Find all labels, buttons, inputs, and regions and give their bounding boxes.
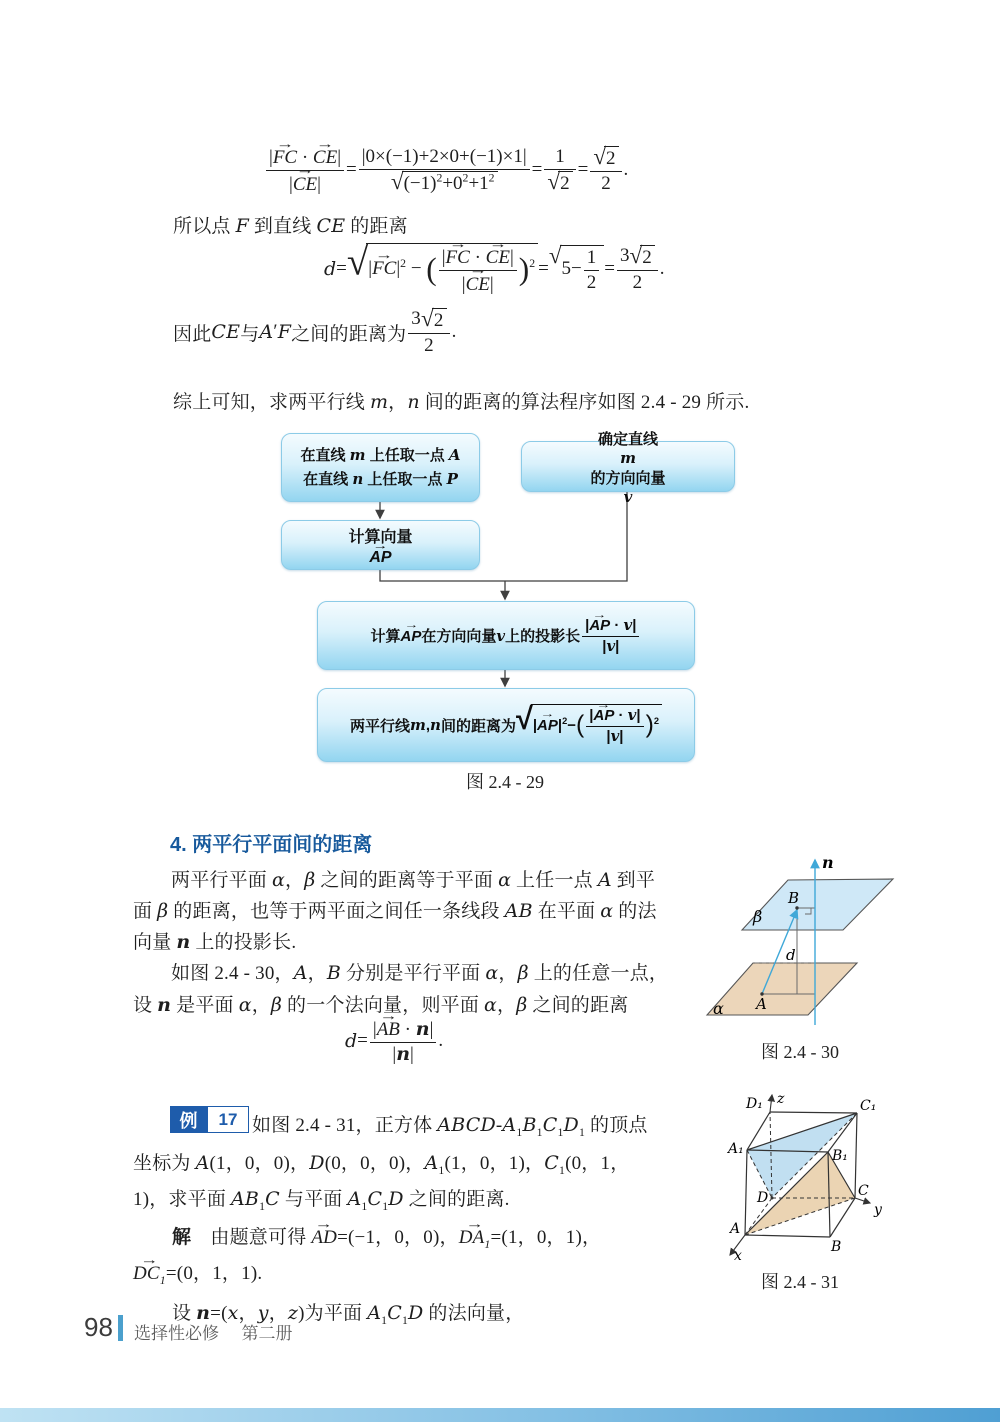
label-D: D bbox=[757, 1190, 769, 1206]
text-line-zongshang: 综上可知，求两平行线 m，n 间的距离的算法程序如图 2.4 - 29 所示. bbox=[173, 391, 750, 413]
page-bottom-strip bbox=[0, 1408, 1000, 1422]
example-badge-number: 17 bbox=[207, 1106, 249, 1133]
label-y: y bbox=[874, 1202, 882, 1218]
example-line3: 1)，求平面 $AB_1C$ 与平面 $A_1C_1D$ 之间的距离. bbox=[133, 1188, 510, 1213]
example-line6: 设 n=(x，y，z)为平面 $A_1C_1D$ 的法向量， bbox=[172, 1302, 525, 1327]
label-B: B bbox=[831, 1239, 842, 1255]
example-line5: $DC_1 \to=(0$，1，1). bbox=[133, 1258, 262, 1285]
plane-beta bbox=[742, 879, 893, 930]
flowchart-box-result-distance: 两平行线 m , n 间的距离为 √ $|AP \to|^2-$( $\frac{|AP \to \cdot v|}{|v|}$ )$^2$ bbox=[317, 688, 695, 762]
figure-parallel-planes bbox=[695, 848, 905, 1030]
footer-volume: 第二册 bbox=[241, 1324, 293, 1343]
text-line-suoyi: 所以点 F 到直线 CE 的距离 bbox=[173, 215, 408, 237]
footer-book-title bbox=[134, 1319, 293, 1344]
formula-fc-ce: $\frac{|FC \to \cdot CE \to|}{|CE \to|}$ = |0×(−1)+2×0+(−1)×1| √ $(-1)^2+0^2+1^2$ = 1 √ 2 = √ 2 2 . bbox=[264, 136, 628, 204]
label-B: B bbox=[788, 889, 800, 907]
figure-caption-2-4-29: 图 2.4 - 29 bbox=[466, 772, 544, 792]
para1-line1: 两平行平面 α，β 之间的距离等于平面 α 上任一点 A 到平 bbox=[171, 869, 656, 891]
label-C1: C₁ bbox=[860, 1098, 877, 1114]
label-alpha: α bbox=[713, 999, 724, 1018]
label-C: C bbox=[858, 1183, 869, 1199]
footer-book: 选择性必修 bbox=[134, 1324, 219, 1343]
para1-line3: 向量 n 上的投影长. bbox=[133, 931, 297, 953]
section-heading-4: 4. 两平行平面间的距离 bbox=[170, 834, 373, 856]
example-badge-label: 例 bbox=[170, 1106, 207, 1133]
footer-divider-bar bbox=[118, 1315, 123, 1341]
formula-distance-d: d = √ $|FC \to|^2$ − ( $\frac{|FC \to \cdot CE \to|}{|CE \to|}$ )$^2$ = √ 5− $\frac{1}{2}$ = 3 √ 2 2 . bbox=[324, 234, 664, 304]
flowchart-box-pick-points bbox=[281, 433, 480, 502]
plane-alpha bbox=[707, 963, 857, 1015]
label-B1: B₁ bbox=[832, 1148, 848, 1164]
flowchart-box-compute-ap: 计算向量 AP → bbox=[281, 520, 480, 570]
label-A1: A₁ bbox=[728, 1141, 744, 1157]
label-n: n bbox=[822, 853, 834, 872]
label-beta: β bbox=[753, 907, 763, 926]
para1-line2: 面 β 的距离，也等于两平面之间任一条线段 AB 在平面 α 的法 bbox=[133, 900, 657, 922]
flowchart-box1-line1: 在直线 m 上任取一点 A bbox=[300, 446, 461, 465]
flowchart-box-direction-vector: 确定直线 m 的方向向量 v bbox=[521, 441, 735, 492]
figure-cube bbox=[700, 1090, 900, 1270]
para2-line1: 如图 2.4 - 30，A，B 分别是平行平面 α，β 上的任意一点， bbox=[171, 962, 669, 984]
example-line2: 坐标为 A(1，0，0)，D(0，0，0)，$A_1(1$，0，1)，$C_1(0$，1， bbox=[133, 1152, 630, 1177]
flowchart-box1-line2: 在直线 n 上任取一点 P bbox=[303, 469, 458, 488]
label-A: A bbox=[730, 1221, 741, 1237]
text-line-yinci: 因此 CE 与 A ′ F 之间的距离为 3 √ 2 2 . bbox=[173, 306, 457, 356]
flowchart-box-projection: 计算 AP → 在方向向量 v 上的投影长 $\frac{|AP \to \cdot v|}{|v|}$ bbox=[317, 601, 695, 670]
point-D bbox=[771, 1197, 774, 1200]
label-d: d bbox=[786, 946, 796, 964]
figure-caption-2-4-30: 图 2.4 - 30 bbox=[761, 1042, 839, 1062]
figure-caption-2-4-31: 图 2.4 - 31 bbox=[761, 1272, 839, 1292]
example-line4: 解 由题意可得 AD →=(−1，0，0)，$DA_1 \to=(1$，0，1)， bbox=[172, 1222, 601, 1249]
label-D1: D₁ bbox=[746, 1096, 763, 1112]
label-x: x bbox=[734, 1248, 742, 1264]
page-number: 98 bbox=[84, 1312, 113, 1342]
example-line1: 如图 2.4 - 31，正方体 ABCD-$A_1B_1C_1D_1$ 的顶点 bbox=[252, 1114, 648, 1139]
label-A: A bbox=[756, 995, 767, 1013]
para2-line2: 设 n 是平面 α，β 的一个法向量，则平面 α，β 之间的距离 bbox=[133, 994, 629, 1016]
formula-plane-distance: d = $\frac{|AB \to \cdot n|}{|n|}$ . bbox=[345, 1018, 443, 1064]
z-axis bbox=[770, 1095, 772, 1112]
label-z: z bbox=[777, 1091, 785, 1107]
